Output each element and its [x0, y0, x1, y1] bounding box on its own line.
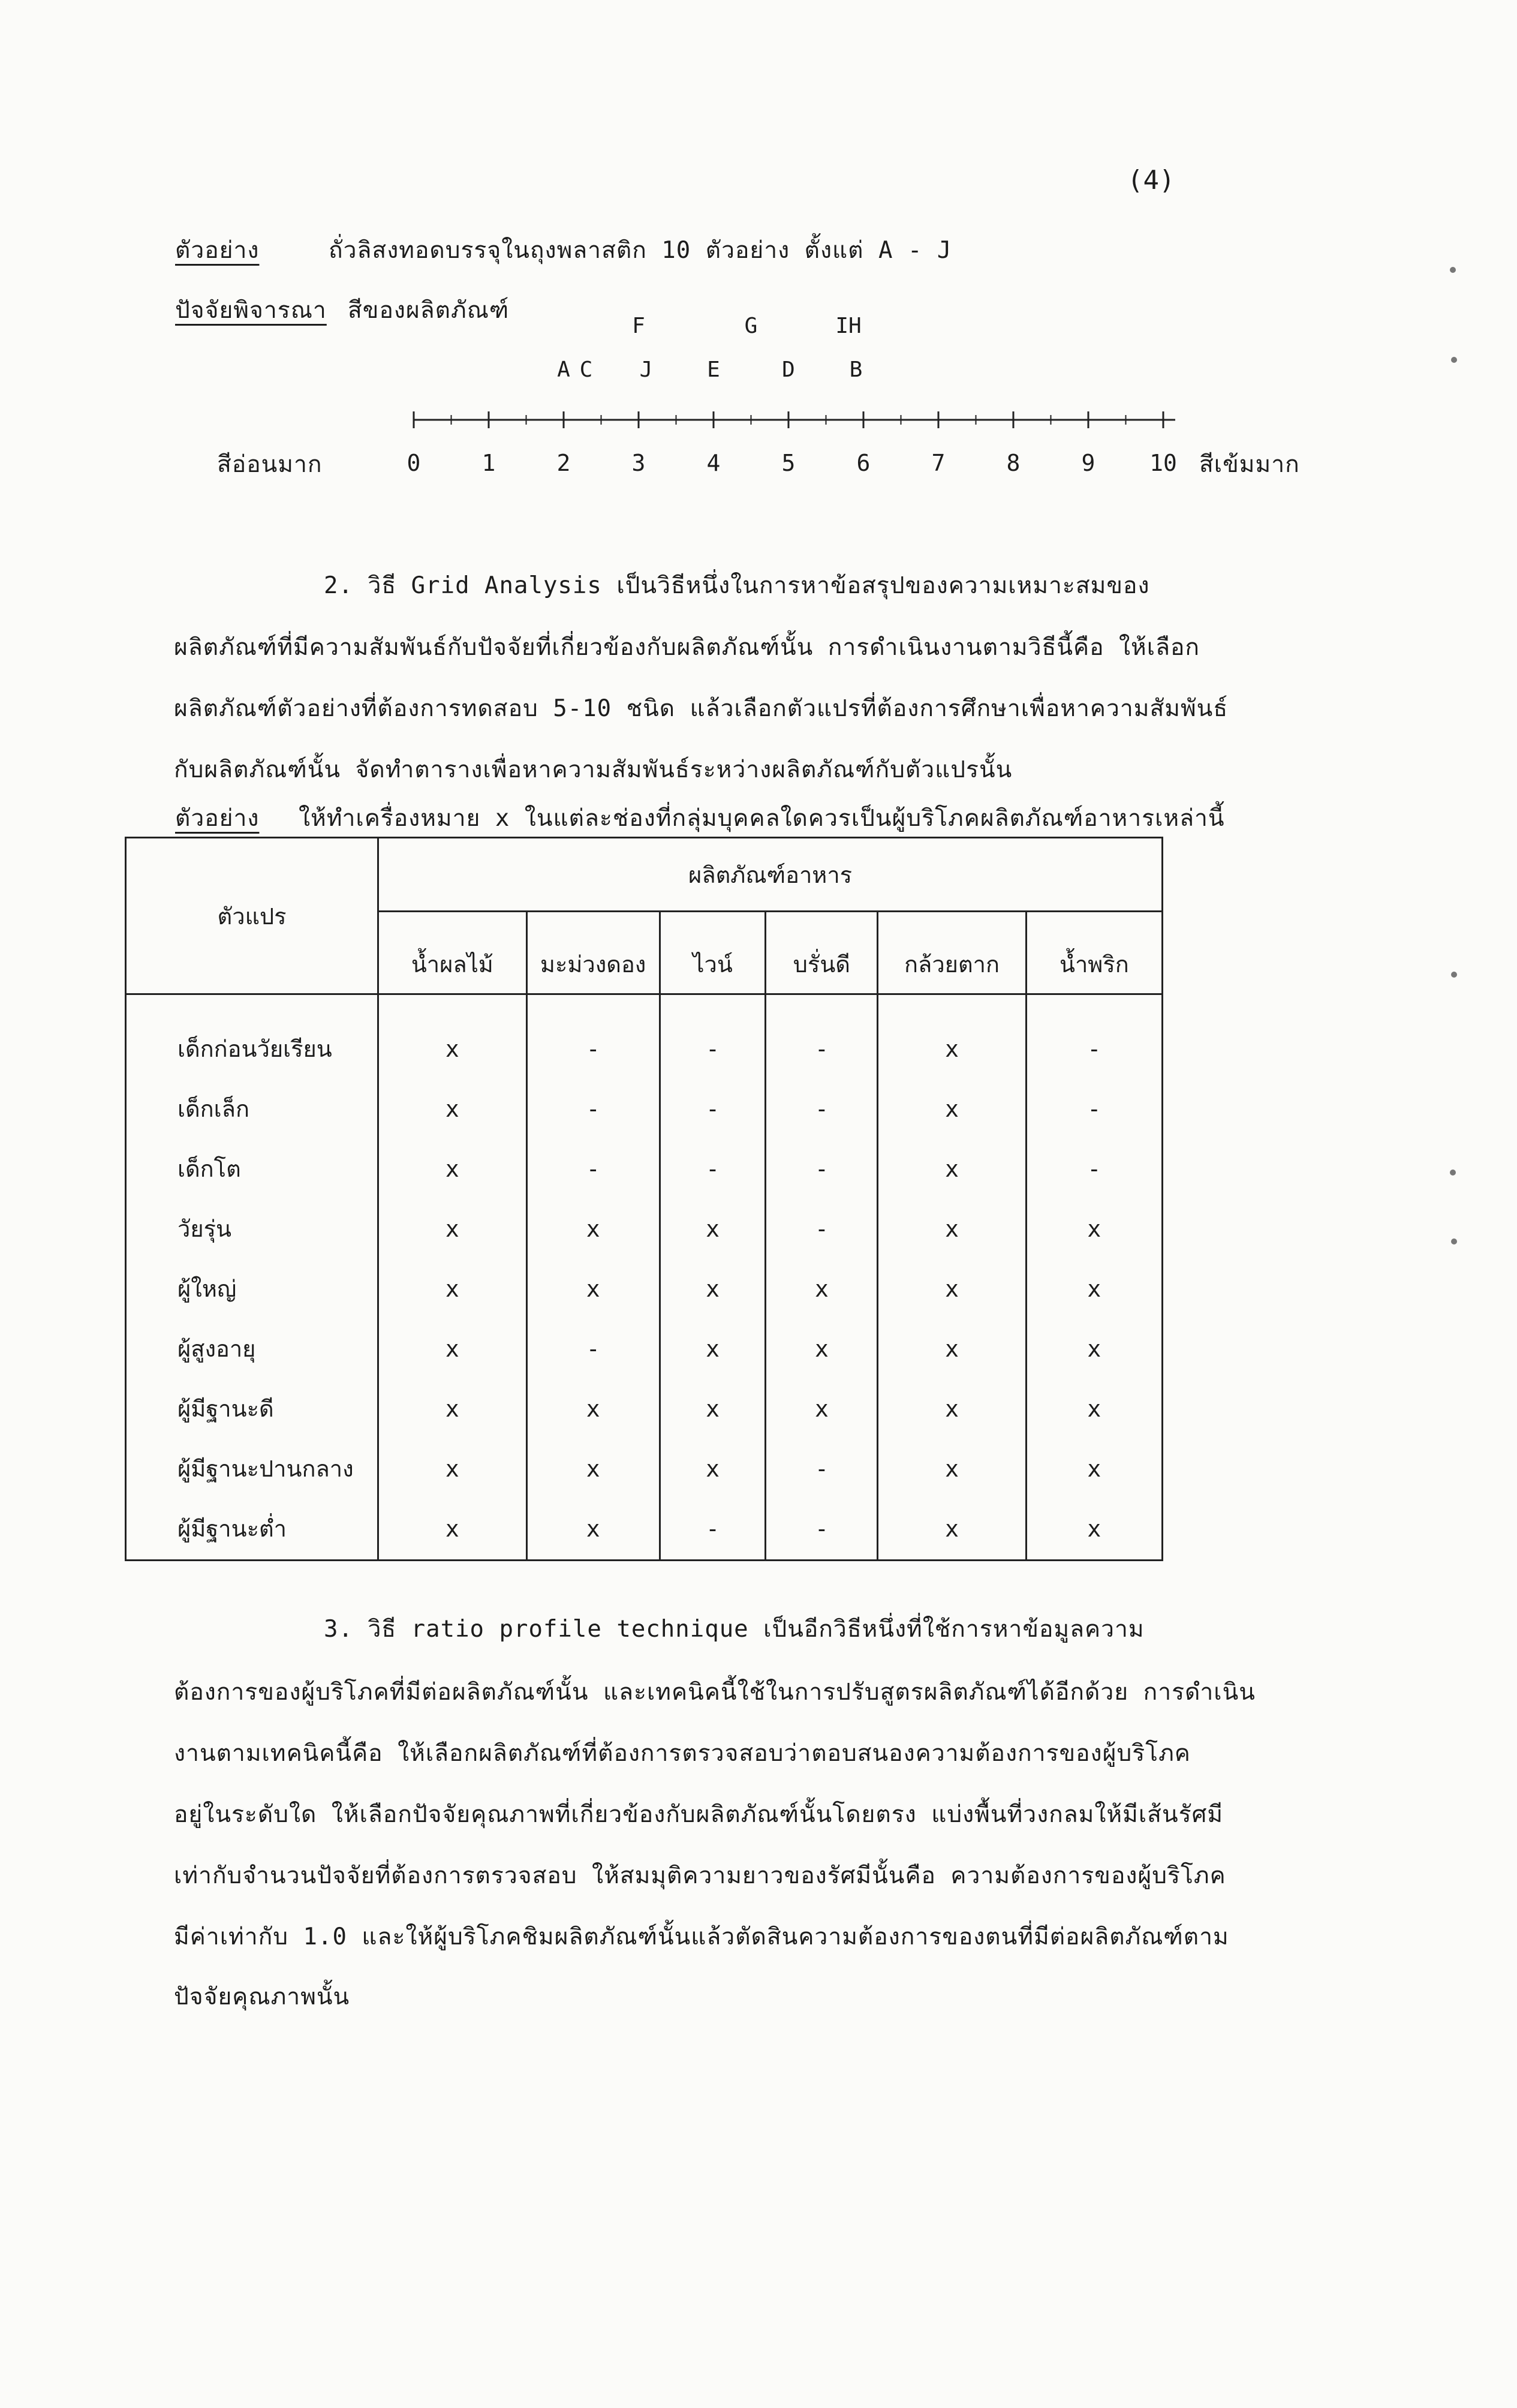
scale-tick-label: 1	[481, 450, 496, 476]
table-cell: x	[445, 1096, 459, 1122]
table-cell: x	[814, 1396, 829, 1422]
table-cell: -	[814, 1216, 829, 1242]
table-cell: x	[586, 1396, 600, 1422]
scale-tick-label: 5	[781, 450, 796, 476]
scale-tick-label: 9	[1081, 450, 1095, 476]
table-cell: x	[445, 1036, 459, 1062]
table-cell: -	[586, 1336, 600, 1362]
row-label: ผู้ใหญ่	[177, 1276, 237, 1302]
column-header: น้ำผลไม้	[378, 912, 526, 994]
section2-line-2: ผลิตภัณฑ์ที่มีความสัมพันธ์กับปัจจัยที่เกี่ยวข้องกับผลิตภัณฑ์นั้น การดำเนินงานตามวิธีนี้คือ ให้เลือก	[174, 634, 1200, 661]
table-cell: x	[1087, 1516, 1101, 1542]
table-cell: x	[945, 1516, 959, 1542]
scale-sample-letter: J	[639, 357, 653, 382]
data-column	[526, 994, 660, 1561]
table-cell: x	[1087, 1336, 1101, 1362]
table-cell: x	[706, 1396, 720, 1422]
data-column	[766, 994, 878, 1561]
row-label: ผู้มีฐานะต่ำ	[177, 1516, 287, 1542]
table-cell: -	[1087, 1156, 1101, 1182]
row-label: ผู้สูงอายุ	[177, 1336, 256, 1362]
row-label: เด็กโต	[177, 1156, 241, 1182]
table-cell: x	[945, 1336, 959, 1362]
table-cell: -	[706, 1096, 720, 1122]
section3-line-7: ปัจจัยคุณภาพนั้น	[174, 1983, 350, 2010]
table-cell: -	[706, 1516, 720, 1542]
section3-line-6: มีค่าเท่ากับ 1.0 และให้ผู้บริโภคชิมผลิตภัณฑ์นั้นแล้วตัดสินความต้องการของตนที่มีต่อผลิตภัณฑ์ตาม	[174, 1923, 1229, 1950]
example2-text: ให้ทำเครื่องหมาย x ในแต่ละช่องที่กลุ่มบุคคลใดควรเป็นผู้บริโภคผลิตภัณฑ์อาหารเหล่านี้	[299, 805, 1225, 832]
column-header: น้ำพริก	[1026, 912, 1162, 994]
table-cell: -	[586, 1096, 600, 1122]
scale-tick-label: 4	[706, 450, 721, 476]
table-cell: x	[586, 1516, 600, 1542]
table-cell: x	[586, 1456, 600, 1482]
example2-label: ตัวอย่าง	[175, 805, 260, 832]
table-cell: x	[945, 1396, 959, 1422]
table-cell: -	[706, 1036, 720, 1062]
row-labels	[126, 994, 378, 1561]
page-number: (4)	[1127, 165, 1175, 196]
table-cell: -	[814, 1036, 829, 1062]
table-cell: x	[445, 1276, 459, 1302]
row-label: เด็กก่อนวัยเรียน	[177, 1036, 332, 1062]
table-cell: x	[445, 1396, 459, 1422]
table-cell: x	[945, 1096, 959, 1122]
table-cell: x	[1087, 1396, 1101, 1422]
scale-tick-label: 2	[556, 450, 571, 476]
factor-label: ปัจจัยพิจารณา	[175, 297, 327, 324]
table-cell: x	[814, 1336, 829, 1362]
scale-sample-letter: IH	[835, 314, 862, 338]
table-cell: x	[445, 1156, 459, 1182]
section2-line-4: กับผลิตภัณฑ์นั้น จัดทำตารางเพื่อหาความสัมพันธ์ระหว่างผลิตภัณฑ์กับตัวแปรนั้น	[174, 756, 1013, 783]
table-cell: x	[586, 1216, 600, 1242]
column-header: บรั่นดี	[766, 912, 878, 994]
section2-line-3: ผลิตภัณฑ์ตัวอย่างที่ต้องการทดสอบ 5-10 ชนิด แล้วเลือกตัวแปรที่ต้องการศึกษาเพื่อหาความสัมพันธ์	[174, 695, 1229, 722]
scale-sample-letter: C	[579, 357, 593, 382]
data-column	[878, 994, 1026, 1561]
table-cell: -	[814, 1096, 829, 1122]
table-cell: x	[706, 1276, 720, 1302]
scale-tick-label: 7	[931, 450, 946, 476]
scale-tick-label: 3	[631, 450, 646, 476]
table-cell: x	[445, 1336, 459, 1362]
table-cell: -	[814, 1516, 829, 1542]
table-cell: -	[1087, 1036, 1101, 1062]
scale-sample-letter: D	[782, 357, 795, 382]
scan-speck	[1450, 267, 1456, 273]
table-cell: x	[1087, 1456, 1101, 1482]
table-cell: -	[586, 1156, 600, 1182]
table-cell: x	[1087, 1216, 1101, 1242]
scan-speck	[1451, 1238, 1457, 1244]
scale-tick-label: 6	[856, 450, 871, 476]
table-cell: x	[945, 1456, 959, 1482]
row-label: วัยรุ่น	[177, 1216, 231, 1242]
section2-line-1: 2. วิธี Grid Analysis เป็นวิธีหนึ่งในการหาข้อสรุปของความเหมาะสมของ	[324, 572, 1150, 599]
table-cell: x	[945, 1276, 959, 1302]
scale-sample-letter: B	[849, 357, 863, 382]
row-label: ผู้มีฐานะปานกลาง	[177, 1456, 354, 1482]
column-header: มะม่วงดอง	[526, 912, 660, 994]
table-cell: x	[945, 1216, 959, 1242]
column-header: ไวน์	[660, 912, 766, 994]
row-label: เด็กเล็ก	[177, 1096, 249, 1122]
table-cell: x	[945, 1036, 959, 1062]
table-cell: x	[1087, 1276, 1101, 1302]
table-cell: -	[1087, 1096, 1101, 1122]
table-cell: x	[814, 1276, 829, 1302]
example-text: ถั่วลิสงทอดบรรจุในถุงพลาสติก 10 ตัวอย่าง ตั้งแต่ A - J	[329, 237, 952, 264]
table-cell: x	[445, 1456, 459, 1482]
table-cell: x	[706, 1456, 720, 1482]
table-cell: x	[706, 1336, 720, 1362]
scale-tick-label: 8	[1006, 450, 1021, 476]
example-label: ตัวอย่าง	[175, 237, 260, 264]
grid-analysis-table	[125, 837, 1163, 1547]
table-header-food-products: ผลิตภัณฑ์อาหาร	[378, 838, 1163, 912]
scale-tick-label: 10	[1149, 450, 1177, 476]
table-cell: -	[814, 1156, 829, 1182]
table-cell: -	[814, 1456, 829, 1482]
section3-line-5: เท่ากับจำนวนปัจจัยที่ต้องการตรวจสอบ ให้สมมุติความยาวของรัศมีนั้นคือ ความต้องการของผู้บริโภค	[174, 1862, 1226, 1889]
scale-sample-letter: G	[744, 314, 758, 338]
scale-right-label: สีเข้มมาก	[1199, 451, 1300, 478]
scan-speck	[1451, 357, 1457, 363]
table-cell: -	[706, 1156, 720, 1182]
scale-left-label: สีอ่อนมาก	[217, 451, 323, 478]
section3-line-2: ต้องการของผู้บริโภคที่มีต่อผลิตภัณฑ์นั้น และเทคนิคนี้ใช้ในการปรับสูตรผลิตภัณฑ์ได้อีกด้วย การดำเนิน	[174, 1679, 1256, 1706]
table-cell: x	[445, 1516, 459, 1542]
row-label: ผู้มีฐานะดี	[177, 1396, 274, 1422]
scale-tick-label: 0	[407, 450, 421, 476]
table-cell: -	[586, 1036, 600, 1062]
table-cell: x	[706, 1216, 720, 1242]
section3-line-4: อยู่ในระดับใด ให้เลือกปัจจัยคุณภาพที่เกี่ยวข้องกับผลิตภัณฑ์นั้นโดยตรง แบ่งพื้นที่วงกลมให้มีเส้นรัศมี	[174, 1801, 1224, 1828]
table-cell: x	[445, 1216, 459, 1242]
scan-speck	[1451, 972, 1457, 978]
scale-sample-letter: F	[632, 314, 645, 338]
data-column	[1026, 994, 1162, 1561]
scale-sample-letter: E	[707, 357, 720, 382]
column-header: กล้วยตาก	[878, 912, 1026, 994]
data-column	[378, 994, 526, 1561]
table-header-variable: ตัวแปร	[126, 838, 378, 994]
section3-line-3: งานตามเทคนิคนี้คือ ให้เลือกผลิตภัณฑ์ที่ต้องการตรวจสอบว่าตอบสนองความต้องการของผู้บริโภค	[174, 1740, 1191, 1767]
data-column	[660, 994, 766, 1561]
table-cell: x	[945, 1156, 959, 1182]
table-cell: x	[586, 1276, 600, 1302]
scale-sample-letter: A	[557, 357, 570, 382]
scan-speck	[1450, 1170, 1456, 1176]
factor-text: สีของผลิตภัณฑ์	[348, 297, 510, 324]
section3-line-1: 3. วิธี ratio profile technique เป็นอีกวิธีหนึ่งที่ใช้การหาข้อมูลความ	[324, 1616, 1145, 1643]
